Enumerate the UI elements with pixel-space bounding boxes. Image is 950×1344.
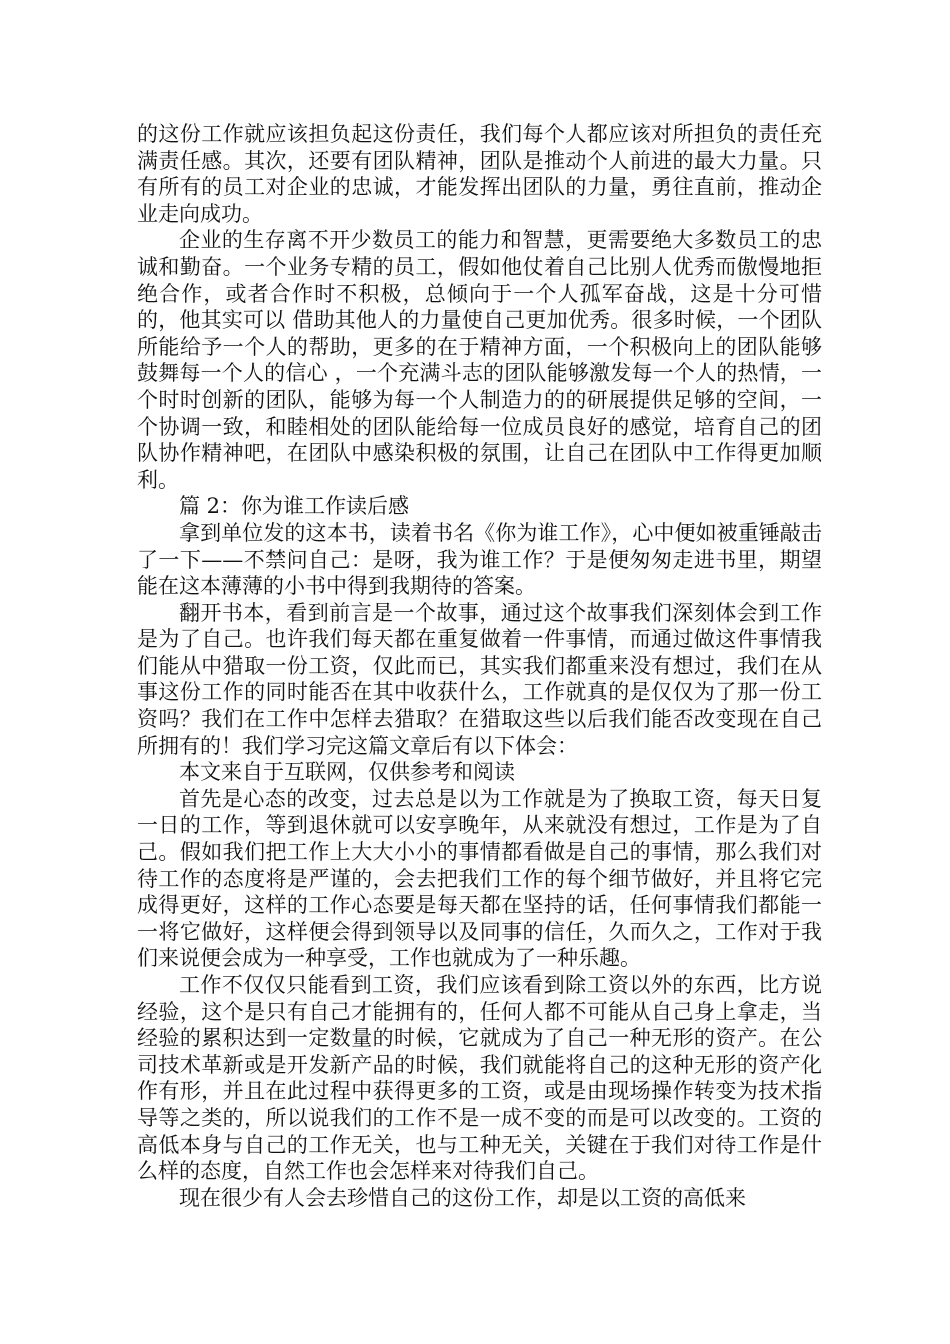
paragraph: 首先是心态的改变，过去总是以为工作就是为了换取工资，每天日复一日的工作，等到退休就可以安享晚年，从来就没有想过，工作是为了自己。假如我们把工作上大大小小的事情都看做是自己的事情，那么我们对待工作的态度将是严谨的，会去把我们工作的每个细节做好，并且将它完成得更好，这样的工作心态要是每天都在坚持的话，任何事情我们都能一一将它做好，这样便会得到领导以及同事的信任，久而久之，工作对于我们来说便会成为一种享受，工作也就成为了一种乐趣。 [137,786,822,971]
document-body [137,121,822,1211]
paragraph: 工作不仅仅只能看到工资，我们应该看到除工资以外的东西，比方说经验，这个是只有自己才能拥有的，任何人都不可能从自己身上拿走，当经验的累积达到一定数量的时候，它就成为了自己一种无形的资产。在公司技术革新或是开发新产品的时候，我们就能将自己的这种无形的资产化作有形，并且在此过程中获得更多的工资，或是由现场操作转变为技术指导等之类的，所以说我们的工作不是一成不变的而是可以改变的。工资的高低本身与自己的工作无关，也与工种无关，关键在于我们对待工作是什么样的态度，自然工作也会怎样来对待我们自己。 [137,973,822,1184]
paragraph: 企业的生存离不开少数员工的能力和智慧，更需要绝大多数员工的忠诚和勤奋。一个业务专精的员工，假如他仗着自己比别人优秀而傲慢地拒绝合作，或者合作时不积极，总倾向于一个人孤军奋战，这是十分可惜的，他其实可以 借助其他人的力量使自己更加优秀。很多时候，一个团队所能给予一个人的帮助，更多的在于精神方面，一个积极向上的团队能够鼓舞每一个人的信心 ，一个充满斗志的团队能够激发每一个人的热情，一个时时创新的团队，能够为每一个人制造力的的研展提供足够的空间，一个协调一致，和睦相处的团队能给每一位成员良好的感觉，培育自己的团队协作精神吧，在团队中感染积极的氛围，让自己在团队中工作得更加顺利。 [137,228,822,492]
paragraph: 翻开书本，看到前言是一个故事，通过这个故事我们深刻体会到工作是为了自己。也许我们每天都在重复做着一件事情，而通过做这件事情我们能从中猎取一份工资，仅此而已，其实我们都重来没有想过，我们在从事这份工作的同时能否在其中收获什么，工作就真的是仅仅为了那一份工资吗？我们在工作中怎样去猎取？在猎取这些以后我们能否改变现在自己所拥有的！我们学习完这篇文章后有以下体会： [137,600,822,758]
source-note: 本文来自于互联网，仅供参考和阅读 [179,760,515,785]
paragraph: 拿到单位发的这本书，读着书名《你为谁工作》，心中便如被重锤敲击了一下——不禁问自己：是呀，我为谁工作？于是便匆匆走进书里，期望能在这本薄薄的小书中得到我期待的答案。 [137,520,822,599]
section-heading: 篇 2：你为谁工作读后感 [179,494,410,519]
paragraph-continuation: 的这份工作就应该担负起这份责任，我们每个人都应该对所担负的责任充满责任感。其次，还要有团队精神，团队是推动个人前进的最大力量。只有所有的员工对企业的忠诚，才能发挥出团队的力量，勇往直前，推动企业走向成功。 [137,122,822,226]
paragraph: 现在很少有人会去珍惜自己的这份工作，却是以工资的高低来 [179,1185,746,1210]
